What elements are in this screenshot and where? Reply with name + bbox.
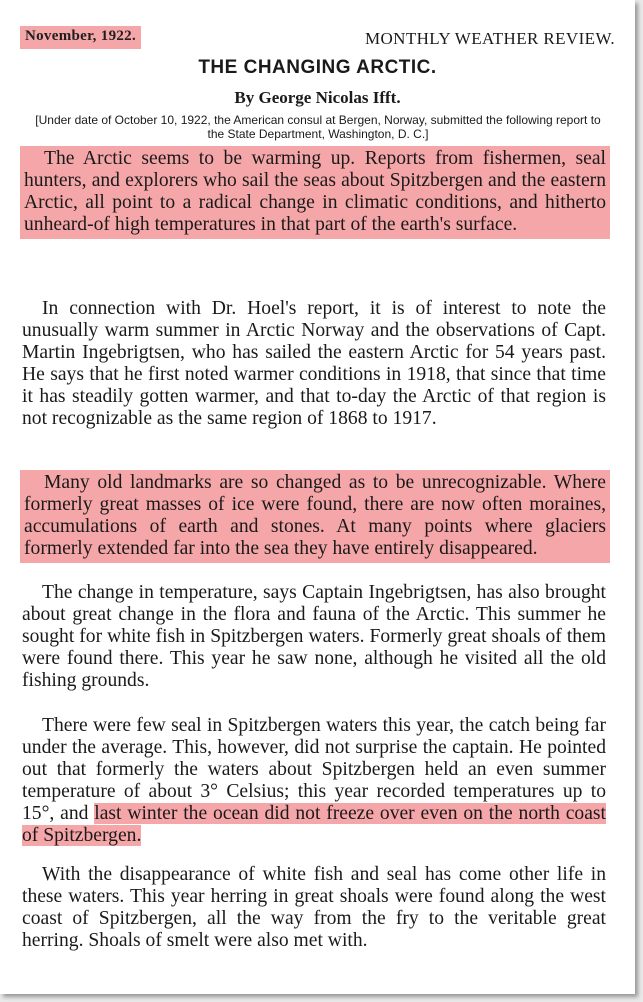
paragraph-2: In connection with Dr. Hoel's report, it is of interest to note the unusually warm summer in Arctic Norway and the observations of Capt. Martin Ingebrigtsen, who has sailed the eastern Arctic for 54 years past. He says that he first noted warmer conditions in 1918, that since that time it has steadily gotten warmer, and that to-day the Arctic of that region is not recognizable as the same region of 1868 to 1917.: [22, 298, 606, 429]
paragraph-4: The change in temperature, says Captain Ingebrigtsen, has also brought about great change in the flora and fauna of the Arctic. This summer he sought for white fish in Spitzbergen waters. Formerly great shoals of them were found there. This year he saw none, although he visited all the old fishing grounds.: [22, 582, 606, 691]
paragraph-5-text: There were few seal in Spitzbergen waters this year, the catch being far under the average. This, however, did not surprise the captain. He pointed out that formerly the waters about Spitzbergen held an even summer temperature of about 3° Celsius; this year recorded temperatures up to 15°, and: [22, 715, 606, 824]
paragraph-5: [22, 715, 606, 846]
page-header: [18, 26, 615, 54]
article-author: By George Nicolas Ifft.: [234, 88, 401, 107]
article-title: THE CHANGING ARCTIC.: [198, 57, 437, 78]
highlighted-paragraph-3: Many old landmarks are so changed as to be unrecognizable. Where formerly great masses of ice were found, there are now often moraines, accumulations of earth and stones. At many points where glaciers formerly extended far into the sea they have entirely disappeared.: [20, 470, 610, 563]
paragraph-6: With the disappearance of white fish and seal has come other life in these waters. This year herring in great shoals were found along the west coast of Spitzbergen, all the way from the fry to the veritable great herring. Shoals of smelt were also met with.: [22, 864, 606, 951]
issue-date: November, 1922.: [20, 26, 141, 49]
highlighted-paragraph-1: The Arctic seems to be warming up. Reports from fishermen, seal hunters, and explorers who sail the seas about Spitzbergen and the eastern Arctic, all point to a radical change in climatic conditions, and hitherto unheard-of high temperatures in that part of the earth's surface.: [20, 146, 610, 239]
editor-note: [Under date of October 10, 1922, the American consul at Bergen, Norway, submitted the following report to the State Department, Washington, D. C.]: [35, 113, 601, 141]
paragraph-5-highlight: last winter the ocean did not freeze over even on the north coast of Spitzbergen.: [22, 802, 606, 846]
journal-name: MONTHLY WEATHER REVIEW.: [364, 29, 615, 48]
